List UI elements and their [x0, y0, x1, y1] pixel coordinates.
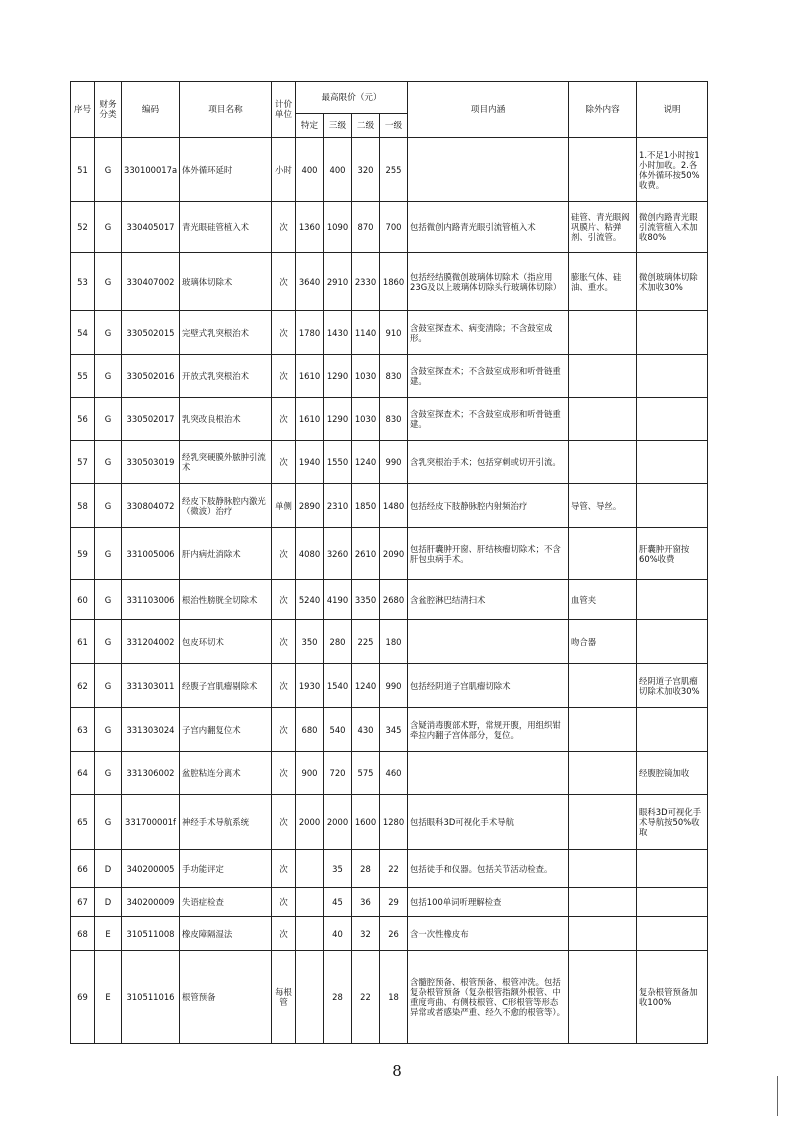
cell-code: 330503019: [122, 441, 180, 484]
cell-lvl3: 3260: [324, 528, 352, 580]
table-row: [71, 528, 708, 580]
cell-fin: E: [95, 917, 122, 951]
cell-note: 1.不足1小时按1小时加收。2.各体外循环按50%收费。: [637, 138, 708, 202]
cell-content: 包括经结膜微创玻璃体切除术（指应用23G及以上玻璃体切除头行玻璃体切除）: [408, 253, 569, 311]
cell-code: 310511008: [122, 917, 180, 951]
cell-content: 包括徒手和仪器。包括关节活动检查。: [408, 850, 569, 888]
header-lvl1: 一级: [380, 114, 408, 138]
cell-seq: 69: [71, 951, 95, 1044]
cell-lvl2: 225: [352, 620, 380, 664]
cell-lvl2: 320: [352, 138, 380, 202]
cell-special: 1360: [296, 202, 324, 253]
cell-fin: E: [95, 951, 122, 1044]
cell-content: 含一次性橡皮布: [408, 917, 569, 951]
cell-lvl2: 1240: [352, 441, 380, 484]
cell-note: [637, 311, 708, 355]
cell-lvl1: 460: [380, 752, 408, 795]
cell-name: 根管预备: [180, 951, 272, 1044]
cell-seq: 59: [71, 528, 95, 580]
cell-lvl3: 4190: [324, 580, 352, 620]
cell-special: 1780: [296, 311, 324, 355]
cell-lvl1: 830: [380, 398, 408, 441]
table-row: [71, 580, 708, 620]
cell-code: 331303011: [122, 664, 180, 708]
cell-note: [637, 888, 708, 917]
cell-special: 400: [296, 138, 324, 202]
cell-note: [637, 484, 708, 528]
cell-lvl1: 345: [380, 708, 408, 752]
cell-content: 含髓腔预备、根管预备、根管冲洗。包括复杂根管预备（复杂根管指额外根管、中重度弯曲、有侧枝根管、C形根管等形态异常或者感染严重、经久不愈的根管等）。: [408, 951, 569, 1044]
cell-lvl3: 400: [324, 138, 352, 202]
page-number: 8: [392, 1062, 402, 1080]
cell-lvl1: 830: [380, 355, 408, 398]
cell-seq: 67: [71, 888, 95, 917]
cell-unit: 小时: [272, 138, 296, 202]
cell-seq: 65: [71, 795, 95, 850]
cell-content: [408, 138, 569, 202]
cell-special: [296, 951, 324, 1044]
table-row: [71, 441, 708, 484]
cell-lvl3: 40: [324, 917, 352, 951]
cell-code: 331204002: [122, 620, 180, 664]
cell-note: 经腹腔镜加收: [637, 752, 708, 795]
table-row: [71, 664, 708, 708]
header-special: 特定: [296, 114, 324, 138]
cell-excl: 导管、导丝。: [569, 484, 637, 528]
cell-excl: [569, 850, 637, 888]
cell-unit: 次: [272, 311, 296, 355]
cell-excl: [569, 888, 637, 917]
cell-unit: 每根管: [272, 951, 296, 1044]
cell-lvl3: 2910: [324, 253, 352, 311]
cell-excl: 膨胀气体、硅油、重水。: [569, 253, 637, 311]
table-row: [71, 951, 708, 1044]
cell-note: [637, 355, 708, 398]
cell-note: 肝囊肿开窗按60%收费: [637, 528, 708, 580]
cell-unit: 次: [272, 355, 296, 398]
cell-name: 经腹子宫肌瘤剔除术: [180, 664, 272, 708]
cell-content: 含乳突根治手术；包括穿刺或切开引流。: [408, 441, 569, 484]
cell-content: 包括经皮下肢静脉腔内射频治疗: [408, 484, 569, 528]
edge-line: [777, 1076, 778, 1116]
cell-note: [637, 850, 708, 888]
cell-special: 2890: [296, 484, 324, 528]
cell-lvl2: 430: [352, 708, 380, 752]
cell-unit: 次: [272, 888, 296, 917]
cell-fin: D: [95, 850, 122, 888]
cell-lvl3: 280: [324, 620, 352, 664]
header-seq: 序号: [71, 82, 95, 138]
cell-name: 经皮下肢静脉腔内激光（微波）治疗: [180, 484, 272, 528]
cell-special: 4080: [296, 528, 324, 580]
cell-name: 手功能评定: [180, 850, 272, 888]
cell-lvl3: 2000: [324, 795, 352, 850]
cell-note: [637, 441, 708, 484]
cell-name: 子宫内翻复位术: [180, 708, 272, 752]
cell-lvl2: 1140: [352, 311, 380, 355]
cell-fin: G: [95, 528, 122, 580]
cell-fin: G: [95, 311, 122, 355]
cell-special: 5240: [296, 580, 324, 620]
cell-code: 331303024: [122, 708, 180, 752]
cell-unit: 次: [272, 580, 296, 620]
cell-code: 331306002: [122, 752, 180, 795]
cell-content: 含疑消毒腹部术野，常规开腹，用组织钳牵拉内翻子宫体部分，复位。: [408, 708, 569, 752]
cell-unit: 次: [272, 202, 296, 253]
table-row: [71, 888, 708, 917]
cell-content: 包括100单词听理解检查: [408, 888, 569, 917]
cell-code: 331005006: [122, 528, 180, 580]
cell-lvl2: 1030: [352, 355, 380, 398]
cell-seq: 64: [71, 752, 95, 795]
table-row: [71, 795, 708, 850]
cell-seq: 66: [71, 850, 95, 888]
cell-seq: 56: [71, 398, 95, 441]
cell-content: 包括微创内路青光眼引流管植入术: [408, 202, 569, 253]
header-fin: 财务分类: [95, 82, 122, 138]
cell-excl: [569, 138, 637, 202]
cell-lvl3: 35: [324, 850, 352, 888]
cell-excl: [569, 795, 637, 850]
cell-lvl2: 2610: [352, 528, 380, 580]
table-row: [71, 355, 708, 398]
cell-name: 完壁式乳突根治术: [180, 311, 272, 355]
cell-excl: [569, 951, 637, 1044]
cell-fin: G: [95, 253, 122, 311]
cell-lvl2: 32: [352, 917, 380, 951]
cell-code: 330502015: [122, 311, 180, 355]
table-row: [71, 398, 708, 441]
cell-excl: 硅管、青光眼阀巩膜片、粘弹剂、引流管。: [569, 202, 637, 253]
cell-unit: 次: [272, 795, 296, 850]
cell-special: 1610: [296, 398, 324, 441]
cell-seq: 53: [71, 253, 95, 311]
cell-lvl2: 1850: [352, 484, 380, 528]
cell-special: [296, 888, 324, 917]
cell-seq: 51: [71, 138, 95, 202]
cell-seq: 52: [71, 202, 95, 253]
cell-name: 神经手术导航系统: [180, 795, 272, 850]
cell-name: 乳突改良根治术: [180, 398, 272, 441]
cell-excl: [569, 752, 637, 795]
cell-seq: 63: [71, 708, 95, 752]
table-row: [71, 752, 708, 795]
cell-lvl3: 45: [324, 888, 352, 917]
cell-lvl2: 22: [352, 951, 380, 1044]
cell-special: 1930: [296, 664, 324, 708]
cell-fin: G: [95, 398, 122, 441]
header-unit: 计价单位: [272, 82, 296, 138]
cell-special: [296, 850, 324, 888]
cell-lvl1: 2680: [380, 580, 408, 620]
cell-special: 1610: [296, 355, 324, 398]
cell-lvl1: 29: [380, 888, 408, 917]
cell-lvl1: 990: [380, 664, 408, 708]
cell-fin: G: [95, 202, 122, 253]
cell-note: [637, 620, 708, 664]
cell-lvl3: 28: [324, 951, 352, 1044]
table-row: [71, 850, 708, 888]
cell-note: 眼科3D可视化手术导航按50%收取: [637, 795, 708, 850]
cell-lvl2: 3350: [352, 580, 380, 620]
cell-content: 包括经阴道子宫肌瘤切除术: [408, 664, 569, 708]
cell-lvl3: 540: [324, 708, 352, 752]
cell-special: 350: [296, 620, 324, 664]
cell-lvl1: 1860: [380, 253, 408, 311]
cell-fin: G: [95, 138, 122, 202]
cell-name: 盆腔粘连分离术: [180, 752, 272, 795]
table-body: [71, 138, 708, 1044]
cell-unit: 次: [272, 917, 296, 951]
cell-seq: 68: [71, 917, 95, 951]
table-row: [71, 311, 708, 355]
cell-lvl1: 910: [380, 311, 408, 355]
cell-special: [296, 917, 324, 951]
cell-fin: G: [95, 620, 122, 664]
header-lvl2: 二级: [352, 114, 380, 138]
cell-excl: [569, 664, 637, 708]
cell-fin: G: [95, 752, 122, 795]
cell-unit: 单侧: [272, 484, 296, 528]
table-row: [71, 484, 708, 528]
cell-special: 900: [296, 752, 324, 795]
cell-special: 1940: [296, 441, 324, 484]
header-excl: 除外内容: [569, 82, 637, 138]
cell-fin: G: [95, 484, 122, 528]
cell-note: 经阴道子宫肌瘤切除术加收30%: [637, 664, 708, 708]
cell-unit: 次: [272, 664, 296, 708]
cell-unit: 次: [272, 850, 296, 888]
cell-seq: 54: [71, 311, 95, 355]
cell-content: 含盆腔淋巴结清扫术: [408, 580, 569, 620]
cell-content: [408, 620, 569, 664]
cell-fin: G: [95, 441, 122, 484]
cell-excl: [569, 441, 637, 484]
cell-excl: [569, 708, 637, 752]
cell-name: 体外循环延时: [180, 138, 272, 202]
cell-seq: 58: [71, 484, 95, 528]
cell-note: [637, 580, 708, 620]
cell-special: 680: [296, 708, 324, 752]
cell-lvl1: 1280: [380, 795, 408, 850]
header-code: 编码: [122, 82, 180, 138]
cell-lvl1: 26: [380, 917, 408, 951]
cell-note: 微创玻璃体切除术加收30%: [637, 253, 708, 311]
cell-lvl3: 1290: [324, 398, 352, 441]
cell-code: 330407002: [122, 253, 180, 311]
cell-content: 含鼓室探查术；不含鼓室成形和听骨链重建。: [408, 355, 569, 398]
header-content: 项目内涵: [408, 82, 569, 138]
cell-lvl3: 1550: [324, 441, 352, 484]
cell-content: 包括眼科3D可视化手术导航: [408, 795, 569, 850]
cell-lvl1: 22: [380, 850, 408, 888]
cell-name: 橡皮障隔湿法: [180, 917, 272, 951]
cell-code: 340200009: [122, 888, 180, 917]
cell-code: 330502016: [122, 355, 180, 398]
cell-lvl3: 720: [324, 752, 352, 795]
cell-note: [637, 398, 708, 441]
table-row: [71, 253, 708, 311]
cell-seq: 62: [71, 664, 95, 708]
cell-excl: 吻合器: [569, 620, 637, 664]
table-row: [71, 917, 708, 951]
table-row: [71, 620, 708, 664]
cell-lvl1: 255: [380, 138, 408, 202]
cell-name: 根治性膀胱全切除术: [180, 580, 272, 620]
cell-code: 330405017: [122, 202, 180, 253]
cell-lvl2: 870: [352, 202, 380, 253]
cell-name: 玻璃体切除术: [180, 253, 272, 311]
cell-content: 包括肝囊肿开窗、肝结核瘤切除术；不含肝包虫病手术。: [408, 528, 569, 580]
table-row: [71, 138, 708, 202]
cell-excl: [569, 311, 637, 355]
cell-excl: [569, 398, 637, 441]
header-name: 项目名称: [180, 82, 272, 138]
cell-name: 青光眼硅管植入术: [180, 202, 272, 253]
cell-excl: [569, 917, 637, 951]
cell-lvl2: 28: [352, 850, 380, 888]
cell-unit: 次: [272, 253, 296, 311]
cell-note: [637, 708, 708, 752]
cell-lvl2: 2330: [352, 253, 380, 311]
cell-excl: 血管夹: [569, 580, 637, 620]
cell-lvl1: 700: [380, 202, 408, 253]
cell-code: 310511016: [122, 951, 180, 1044]
cell-unit: 次: [272, 528, 296, 580]
cell-code: 331103006: [122, 580, 180, 620]
cell-unit: 次: [272, 708, 296, 752]
cell-content: 含鼓室探查术；不含鼓室成形和听骨链重建。: [408, 398, 569, 441]
cell-fin: G: [95, 664, 122, 708]
cell-lvl3: 1290: [324, 355, 352, 398]
cell-code: 330100017a: [122, 138, 180, 202]
price-table: [70, 81, 708, 1044]
cell-note: 复杂根管预备加收100%: [637, 951, 708, 1044]
cell-lvl1: 990: [380, 441, 408, 484]
cell-fin: G: [95, 795, 122, 850]
cell-lvl2: 36: [352, 888, 380, 917]
table-row: [71, 708, 708, 752]
cell-lvl1: 2090: [380, 528, 408, 580]
cell-special: 3640: [296, 253, 324, 311]
header-lvl3: 三级: [324, 114, 352, 138]
cell-seq: 55: [71, 355, 95, 398]
cell-lvl1: 1480: [380, 484, 408, 528]
cell-fin: G: [95, 708, 122, 752]
cell-excl: [569, 528, 637, 580]
cell-seq: 57: [71, 441, 95, 484]
cell-lvl3: 1540: [324, 664, 352, 708]
cell-name: 经乳突硬膜外脓肿引流术: [180, 441, 272, 484]
table-row: [71, 202, 708, 253]
cell-name: 失语症检查: [180, 888, 272, 917]
cell-excl: [569, 355, 637, 398]
cell-lvl2: 1240: [352, 664, 380, 708]
cell-lvl3: 1430: [324, 311, 352, 355]
cell-lvl2: 575: [352, 752, 380, 795]
header-maxprice: 最高限价（元）: [296, 82, 408, 114]
cell-fin: G: [95, 355, 122, 398]
cell-name: 包皮环切术: [180, 620, 272, 664]
header-note: 说明: [637, 82, 708, 138]
cell-unit: 次: [272, 752, 296, 795]
cell-code: 330804072: [122, 484, 180, 528]
cell-unit: 次: [272, 398, 296, 441]
cell-unit: 次: [272, 620, 296, 664]
cell-content: 含鼓室探查术、病变清除；不含鼓室成形。: [408, 311, 569, 355]
cell-lvl1: 180: [380, 620, 408, 664]
cell-note: [637, 917, 708, 951]
cell-name: 肝内病灶消除术: [180, 528, 272, 580]
cell-lvl3: 2310: [324, 484, 352, 528]
cell-content: [408, 752, 569, 795]
cell-fin: G: [95, 580, 122, 620]
cell-lvl1: 18: [380, 951, 408, 1044]
cell-code: 331700001f: [122, 795, 180, 850]
cell-fin: D: [95, 888, 122, 917]
cell-note: 微创内路青光眼引流管植入术加收80%: [637, 202, 708, 253]
cell-special: 2000: [296, 795, 324, 850]
cell-lvl3: 1090: [324, 202, 352, 253]
cell-code: 330502017: [122, 398, 180, 441]
cell-seq: 61: [71, 620, 95, 664]
cell-lvl2: 1600: [352, 795, 380, 850]
cell-name: 开放式乳突根治术: [180, 355, 272, 398]
cell-seq: 60: [71, 580, 95, 620]
cell-code: 340200005: [122, 850, 180, 888]
cell-lvl2: 1030: [352, 398, 380, 441]
cell-unit: 次: [272, 441, 296, 484]
